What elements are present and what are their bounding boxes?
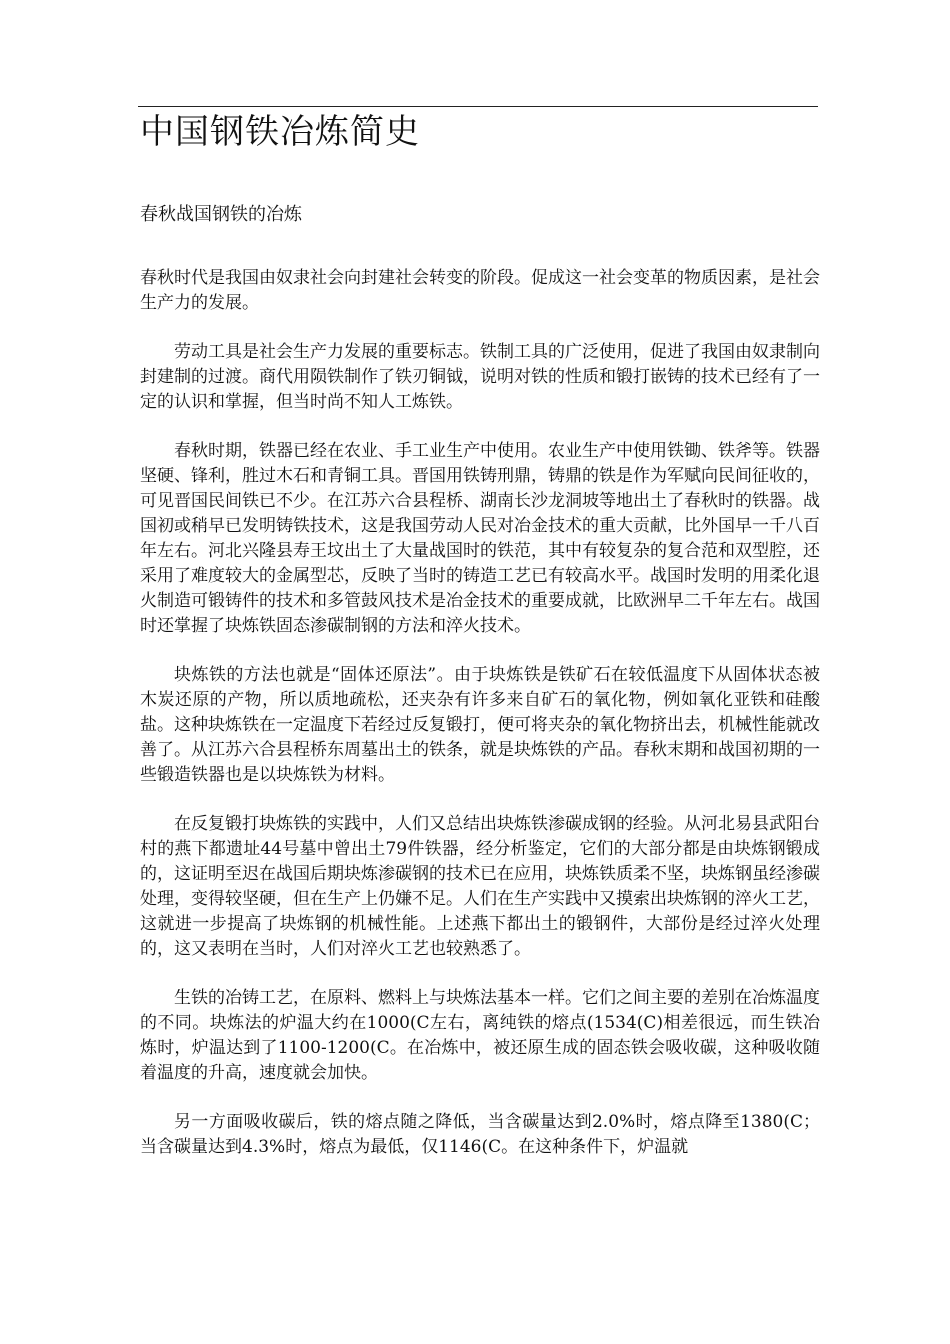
paragraph-carburized-steel: 在反复锻打块炼铁的实践中，人们又总结出块炼铁渗碳成钢的经验。从河北易县武阳台村的燕下都遗址44号墓中曾出土79件铁器，经分析鉴定，它们的大部分都是由块炼钢锻成的，这证明至迟在战国后期块炼渗碳钢的技术已在应用，块炼铁质柔不坚，块炼钢虽经渗碳处理，变得较坚硬，但在生产上仍嫌不足。人们在生产实践中又摸索出块炼钢的淬火工艺，这就进一步提高了块炼钢的机械性能。上述燕下都出土的锻钢件，大部份是经过淬火处理的，这又表明在当时，人们对淬火工艺也较熟悉了。 xyxy=(140,814,820,959)
paragraph-bloomery-iron: 块炼铁的方法也就是“固体还原法”。由于块炼铁是铁矿石在较低温度下从固体状态被木炭还原的产物，所以质地疏松，还夹杂有许多来自矿石的氧化物，例如氧化亚铁和硅酸盐。这种块炼铁在一定温度下若经过反复锻打，便可将夹杂的氧化物挤出去，机械性能就改善了。从江苏六合县程桥东周墓出土的铁条，就是块炼铁的产品。春秋末期和战国初期的一些锻造铁器也是以块炼铁为材料。 xyxy=(140,665,820,785)
paragraph-spring-autumn-ironware: 春秋时期，铁器已经在农业、手工业生产中使用。农业生产中使用铁锄、铁斧等。铁器坚硬、锋利，胜过木石和青铜工具。晋国用铁铸刑鼎，铸鼎的铁是作为军赋向民间征收的，可见晋国民间铁已不少。在江苏六合县程桥、湖南长沙龙洞坡等地出土了春秋时的铁器。战国初或稍早已发明铸铁技术，这是我国劳动人民对冶金技术的重大贡献，比外国早一千八百年左右。河北兴隆县寿王坟出土了大量战国时的铁范，其中有较复杂的复合范和双型腔，还采用了难度较大的金属型芯，反映了当时的铸造工艺已有较高水平。战国时发明的用柔化退火制造可锻铸件的技术和多管鼓风技术是冶金技术的重要成就，比欧洲早二千年左右。战国时还掌握了块炼铁固态渗碳制钢的方法和淬火技术。 xyxy=(140,441,820,636)
section-heading: 春秋战国钢铁的冶炼 xyxy=(140,204,302,225)
paragraph-carbon-melting-point: 另一方面吸收碳后，铁的熔点随之降低，当含碳量达到2.0%时，熔点降至1380(C；当含碳量达到4.3%时，熔点为最低，仅1146(C。在这种条件下，炉温就 xyxy=(140,1112,820,1157)
paragraph-intro: 春秋时代是我国由奴隶社会向封建社会转变的阶段。促成这一社会变革的物质因素，是社会生产力的发展。 xyxy=(140,268,820,313)
paragraph-pig-iron-process: 生铁的冶铸工艺，在原料、燃料上与块炼法基本一样。它们之间主要的差别在冶炼温度的不同。块炼法的炉温大约在1000(C左右，离纯铁的熔点(1534(C)相差很远，而生铁冶炼时，炉温达到了1100-1200(C。在冶炼中，被还原生成的固态铁会吸收碳，这种吸收随着温度的升高，速度就会加快。 xyxy=(140,988,820,1083)
paragraph-labor-tools: 劳动工具是社会生产力发展的重要标志。铁制工具的广泛使用，促进了我国由奴隶制向封建制的过渡。商代用陨铁制作了铁刃铜钺，说明对铁的性质和锻打嵌铸的技术已经有了一定的认识和掌握，但当时尚不知人工炼铁。 xyxy=(140,342,820,412)
document-body xyxy=(140,266,820,1184)
header-rule xyxy=(138,106,818,107)
document-title: 中国钢铁冶炼简史 xyxy=(140,112,420,152)
